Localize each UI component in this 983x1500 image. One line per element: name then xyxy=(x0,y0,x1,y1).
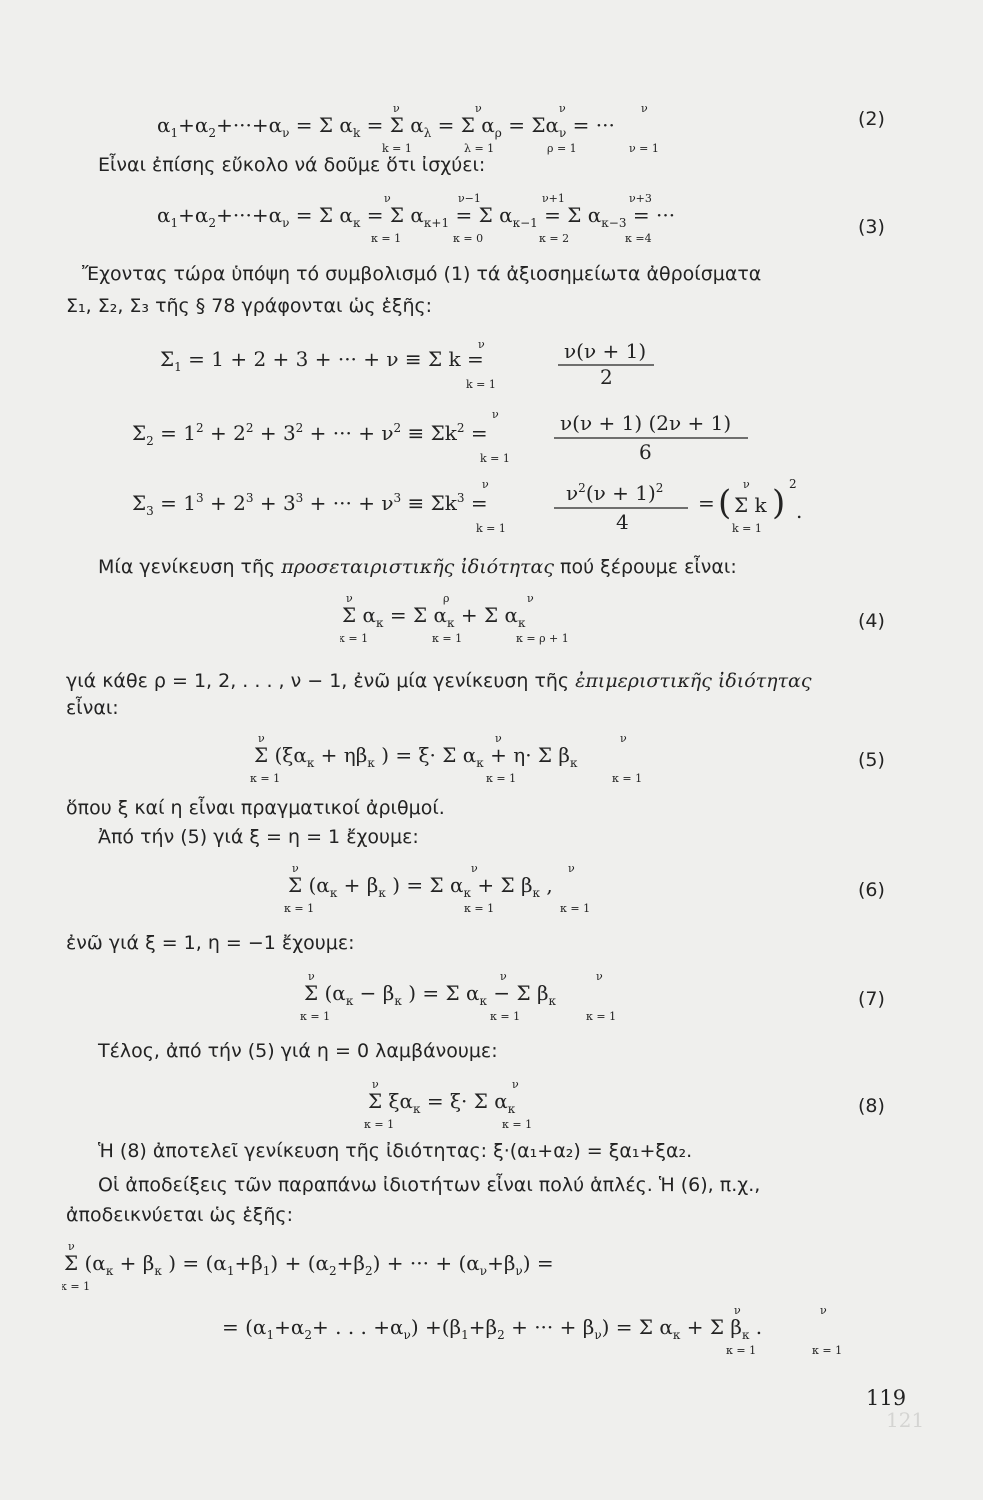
equation-2 xyxy=(157,104,737,161)
svg-text:κ = 1: κ = 1 xyxy=(464,902,495,915)
svg-text:ν(ν + 1) (2ν + 1): ν(ν + 1) (2ν + 1) xyxy=(560,411,732,435)
paragraph-3 xyxy=(98,556,737,578)
paragraph-7: ἐνῶ γιά ξ = 1, η = −1 ἔχουμε: xyxy=(66,932,355,954)
svg-text:ν−1: ν−1 xyxy=(458,192,481,205)
svg-text:k = 1: k = 1 xyxy=(732,522,762,535)
show-through-page-number: 121 xyxy=(886,1408,925,1432)
equation-7 xyxy=(300,966,660,1031)
svg-text:κ = 1: κ = 1 xyxy=(502,1118,533,1131)
sum-sigma-1 xyxy=(160,334,680,397)
page-number: 119 xyxy=(866,1386,907,1410)
equation-7-graphic xyxy=(300,966,660,1026)
svg-text:ν: ν xyxy=(568,862,575,875)
svg-text:ν: ν xyxy=(527,592,534,605)
svg-text:κ = 1: κ = 1 xyxy=(371,232,402,245)
svg-text:ν: ν xyxy=(743,478,750,491)
proof-line-2-graphic xyxy=(222,1300,902,1360)
svg-text:ρ: ρ xyxy=(443,592,450,605)
svg-text:ν: ν xyxy=(475,104,482,115)
svg-text:κ = 1: κ = 1 xyxy=(284,902,315,915)
svg-text:κ = 0: κ = 0 xyxy=(453,232,484,245)
proof-line-2 xyxy=(222,1300,902,1365)
svg-text:ν: ν xyxy=(384,192,391,205)
svg-text:ρ = 1: ρ = 1 xyxy=(547,142,577,155)
equation-4-graphic xyxy=(340,590,660,648)
svg-text:k = 1: k = 1 xyxy=(480,452,510,465)
svg-text:ν: ν xyxy=(393,104,400,115)
paragraph-6: Ἀπό τήν (5) γιά ξ = η = 1 ἔχουμε: xyxy=(98,826,419,848)
svg-text:k = 1: k = 1 xyxy=(466,378,496,391)
equation-2-graphic xyxy=(157,104,737,156)
svg-text:Σ k: Σ k xyxy=(734,493,767,517)
svg-text:κ = 1: κ = 1 xyxy=(560,902,591,915)
svg-text:2: 2 xyxy=(600,365,613,389)
svg-text:ν: ν xyxy=(620,732,627,745)
svg-text:ν+1: ν+1 xyxy=(542,192,565,205)
equation-7-number: (7) xyxy=(858,988,885,1010)
svg-text:ν: ν xyxy=(734,1304,741,1317)
equation-5-number: (5) xyxy=(858,749,885,771)
svg-text:ν: ν xyxy=(68,1240,75,1253)
svg-text:): ) xyxy=(772,483,786,523)
svg-text:ν: ν xyxy=(372,1078,379,1091)
equation-6 xyxy=(284,858,664,923)
svg-text:k = 1: k = 1 xyxy=(476,522,506,535)
paragraph-4-line-2: εἶναι: xyxy=(66,697,119,719)
paragraph-3-italic: προσεταιριστικῆς ἰδιότητας xyxy=(281,556,554,578)
svg-text:ν: ν xyxy=(346,592,353,605)
svg-text:α1+α2+···+αν = Σ αk = Σ αλ = Σ: $\alpha_1+\alpha_2+\cdot\cdot\cdot+\alpha_\nu = \Sigma$ $\alpha_k = \Sigma$ $\alpha_\lambda = \Sigma$ $\alpha_\rho = \Sigma\alpha_\nu$ = ··· xyxy=(157,113,615,140)
svg-text:κ = 1: κ = 1 xyxy=(364,1118,395,1131)
svg-text:ν(ν + 1): ν(ν + 1) xyxy=(564,339,647,363)
svg-text:6: 6 xyxy=(639,440,652,464)
svg-text:κ = 1: κ = 1 xyxy=(250,772,281,785)
svg-text:Σ (ξακ + ηβκ ) = ξ· Σ ακ + η·: Σ ($\xi\alpha_\kappa + \eta\beta_\kappa$ ) = ξ· Σ $\alpha_\kappa + \eta\cdot \Sigma$ $\beta_\kappa$ xyxy=(254,743,578,770)
svg-text:κ = ρ + 1: κ = ρ + 1 xyxy=(516,632,569,645)
svg-text:Σ (ακ + βκ ) = Σ ακ + Σ βκ ,: Σ ($\alpha_\kappa + \beta_\kappa$ ) = Σ $\alpha_\kappa + \Sigma$ $\beta_\kappa$ , xyxy=(288,873,553,900)
paragraph-4-prefix: γιά κάθε ρ = 1, 2, . . . , ν − 1, ἐνῶ μία γενίκευση τῆς xyxy=(66,670,576,692)
svg-text:ν: ν xyxy=(308,970,315,983)
svg-text:Σ ακ = Σ ακ + Σ ακ: Σ $\alpha_\kappa = \Sigma$ $\alpha_\kappa + \Sigma$ $\alpha_\kappa$ xyxy=(342,603,526,630)
equation-5-graphic xyxy=(250,730,710,788)
svg-text:Σ (ακ + βκ ) = (α1+β1) + (α2+β: Σ ($\alpha_\kappa + \beta_\kappa$ ) = $(\alpha_1+\beta_1) + (\alpha_2+\beta_2)$ + ··· + $(\alpha_\nu+\beta_\nu)$ = xyxy=(64,1251,554,1278)
svg-text:ν: ν xyxy=(512,1078,519,1091)
equation-8-graphic xyxy=(364,1074,584,1134)
svg-text:κ = 1: κ = 1 xyxy=(486,772,517,785)
paragraph-5: ὅπου ξ καί η εἶναι πραγματικοί ἀριθμοί. xyxy=(66,797,445,819)
sum-sigma-3-graphic xyxy=(132,474,832,538)
svg-text:κ = 1: κ = 1 xyxy=(300,1010,331,1023)
svg-text:ν: ν xyxy=(559,104,566,115)
paragraph-4-line-1 xyxy=(66,670,812,692)
equation-4 xyxy=(340,590,660,653)
svg-text:ν+3: ν+3 xyxy=(629,192,652,205)
svg-text:κ = 1: κ = 1 xyxy=(726,1344,757,1357)
svg-text:κ = 1: κ = 1 xyxy=(340,632,369,645)
paragraph-8: Τέλος, ἀπό τήν (5) γιά η = 0 λαμβάνουμε: xyxy=(98,1040,498,1062)
paragraph-2-line-2: Σ₁, Σ₂, Σ₃ τῆς § 78 γράφονται ὡς ἑξῆς: xyxy=(66,295,433,317)
svg-text:ν: ν xyxy=(258,732,265,745)
paragraph-3-prefix: Μία γενίκευση τῆς xyxy=(98,556,282,578)
svg-text:ν: ν xyxy=(492,408,499,421)
svg-text:2: 2 xyxy=(789,477,797,491)
svg-text:Σ ξακ = ξ· Σ ακ: Σ $\xi\alpha_\kappa = \xi\cdot \Sigma$ $\alpha_\kappa$ xyxy=(368,1089,516,1116)
svg-text:Σ2 = 12 + 22 + 32 + ··· + ν2 ≡: $\Sigma_2 = 1^2 + 2^2 + 3^2$ + ··· + $\nu^2 \equiv \Sigma k^2$ = xyxy=(132,421,488,448)
sum-sigma-3 xyxy=(132,474,832,543)
equation-5 xyxy=(250,730,710,793)
equation-3 xyxy=(157,192,797,251)
svg-text:κ = 1: κ = 1 xyxy=(490,1010,521,1023)
equation-3-number: (3) xyxy=(858,216,885,238)
svg-text:ν: ν xyxy=(641,104,648,115)
equation-3-graphic xyxy=(157,192,797,246)
svg-text:k = 1: k = 1 xyxy=(382,142,412,155)
svg-text:=: = xyxy=(698,491,715,515)
equation-6-graphic xyxy=(284,858,664,918)
svg-text:ν2(ν + 1)2: $\nu^2(\nu + 1)^2$ xyxy=(566,481,664,505)
paragraph-3-suffix: πού ξέρουμε εἶναι: xyxy=(554,556,737,578)
svg-text:ν: ν xyxy=(495,732,502,745)
svg-text:.: . xyxy=(796,499,803,523)
svg-text:ν: ν xyxy=(478,338,485,351)
paragraph-9: Ἡ (8) ἀποτελεῖ γενίκευση τῆς ἰδιότητας: ξ·(α₁+α₂) = ξα₁+ξα₂. xyxy=(98,1140,693,1162)
sum-sigma-2 xyxy=(132,404,772,471)
equation-6-number: (6) xyxy=(858,879,885,901)
svg-text:κ = 1: κ = 1 xyxy=(586,1010,617,1023)
svg-text:Σ1 = 1 + 2 + 3 + ··· + ν ≡ Σ k: $\Sigma_1 = 1 + 2 + 3$ + ··· + ν ≡ Σ k = xyxy=(160,347,484,374)
equation-8 xyxy=(364,1074,584,1139)
svg-text:ν = 1: ν = 1 xyxy=(629,142,659,155)
paragraph-10-line-2: ἀποδεικνύεται ὡς ἑξῆς: xyxy=(66,1204,293,1226)
svg-text:Σ (ακ − βκ ) = Σ ακ − Σ βκ: Σ ($\alpha_\kappa - \beta_\kappa$ ) = Σ $\alpha_\kappa - \Sigma$ $\beta_\kappa$ xyxy=(304,981,557,1008)
svg-text:ν: ν xyxy=(500,970,507,983)
svg-text:Σ3 = 13 + 23 + 33 + ··· + ν3 ≡: $\Sigma_3 = 1^3 + 2^3 + 3^3$ + ··· + $\nu^3 \equiv \Sigma k^3$ = xyxy=(132,491,488,518)
equation-8-number: (8) xyxy=(858,1095,885,1117)
svg-text:λ = 1: λ = 1 xyxy=(464,142,495,155)
svg-text:(: ( xyxy=(718,483,732,523)
paragraph-10-line-1: Οἱ ἀποδείξεις τῶν παραπάνω ἰδιοτήτων εἶναι πολύ ἁπλές. Ἡ (6), π.χ., xyxy=(98,1174,761,1196)
paragraph-2-line-1: Ἔχοντας τώρα ὑπόψη τό συμβολισμό (1) τά ἀξιοσημείωτα ἀθροίσματα xyxy=(82,263,762,285)
equation-4-number: (4) xyxy=(858,610,885,632)
svg-text:= (α1+α2+ . . . +αν) +(β1+β2: = ($\alpha_1+\alpha_2+$ . . . $+\alpha_\nu) +(\beta_1+\beta_2$ + ··· + $\beta_\nu) = \Sigma$ $\alpha_\kappa + \Sigma$ $\beta_\kappa$ . xyxy=(222,1315,763,1342)
svg-text:κ = 1: κ = 1 xyxy=(612,772,643,785)
svg-text:ν: ν xyxy=(596,970,603,983)
svg-text:κ =4: κ =4 xyxy=(625,232,652,245)
svg-text:κ = 1: κ = 1 xyxy=(812,1344,843,1357)
sum-sigma-2-graphic xyxy=(132,404,772,466)
svg-text:ν: ν xyxy=(292,862,299,875)
svg-text:ν: ν xyxy=(482,478,489,491)
svg-text:κ = 1: κ = 1 xyxy=(62,1280,91,1293)
svg-text:α1+α2+···+αν = Σ ακ = Σ ακ+1 =: $\alpha_1+\alpha_2+\cdot\cdot\cdot+\alpha_\nu = \Sigma$ $\alpha_\kappa = \Sigma$ $\alpha_{\kappa+1} = \Sigma$ $\alpha_{\kappa-1} = \Sigma$ $\alpha_{\kappa-3}$ = ··· xyxy=(157,203,676,230)
proof-line-1-graphic xyxy=(62,1236,682,1296)
svg-text:ν: ν xyxy=(820,1304,827,1317)
svg-text:κ = 2: κ = 2 xyxy=(539,232,570,245)
svg-text:4: 4 xyxy=(616,510,629,534)
equation-2-number: (2) xyxy=(858,108,885,130)
svg-text:κ = 1: κ = 1 xyxy=(432,632,463,645)
paragraph-1: Εἶναι ἐπίσης εὔκολο νά δοῦμε ὅτι ἰσχύει: xyxy=(98,154,486,176)
paragraph-4-italic: ἐπιμεριστικῆς ἰδιότητας xyxy=(575,670,812,692)
svg-text:ν: ν xyxy=(471,862,478,875)
sum-sigma-1-graphic xyxy=(160,334,680,392)
proof-line-1 xyxy=(62,1236,682,1301)
